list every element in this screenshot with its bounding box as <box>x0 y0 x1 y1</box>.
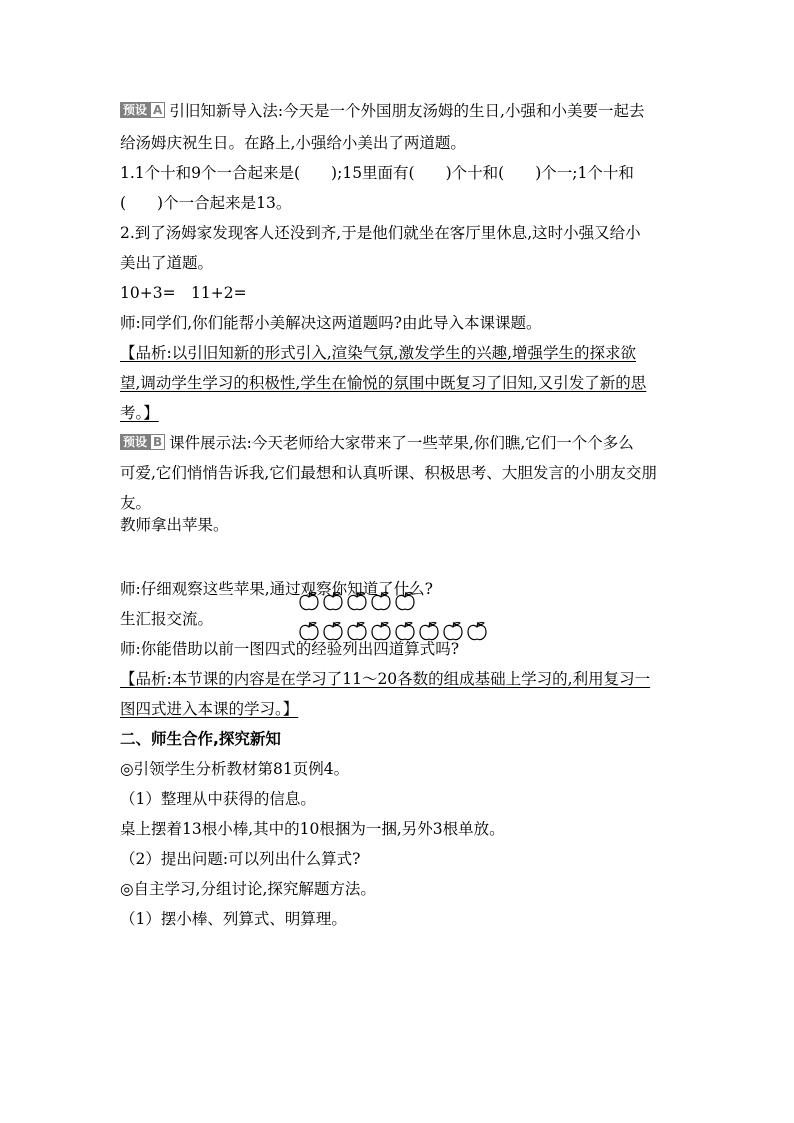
preset-tag-letter: A <box>150 102 165 118</box>
preset-tag-label: 预设 <box>120 102 150 118</box>
analysis-a-line-3: 考。】 <box>120 404 159 422</box>
preset-a-tag <box>120 102 165 118</box>
step-3: （1）摆小棒、列算式、明算理。 <box>120 910 347 928</box>
preset-a-line-2: 给汤姆庆祝生日。在路上,小强给小美出了两道题。 <box>120 134 466 152</box>
question-2-line-2: 美出了道题。 <box>120 254 214 272</box>
preset-tag-letter: B <box>150 434 165 450</box>
preset-tag-label: 预设 <box>120 434 150 450</box>
section-heading: 二、师生合作,探究新知 <box>120 730 281 748</box>
equations: 10+3= 11+2= <box>120 284 247 302</box>
preset-b-text: 课件展示法:今天老师给大家带来了一些苹果,你们瞧,它们一个个多么 <box>169 434 634 452</box>
step-2: （2）提出问题:可以列出什么算式? <box>120 850 361 868</box>
preset-b-line-2: 可爱,它们悄悄告诉我,它们最想和认真听课、积极思考、大胆发言的小朋友交朋 <box>120 464 657 482</box>
document-body <box>120 100 680 928</box>
preset-a-text: 引旧知新导入法:今天是一个外国朋友汤姆的生日,小强和小美要一起去 <box>169 102 645 120</box>
analysis-a-line-1: 【品析:以引旧知新的形式引入,渲染气氛,激发学生的兴趣,增强学生的探求欲 <box>120 344 637 362</box>
teacher-question: 师:同学们,你们能帮小美解决这两道题吗?由此导入本课课题。 <box>120 314 542 332</box>
student-report: 生汇报交流。 <box>120 610 214 628</box>
self-study-item: ◎自主学习,分组讨论,探究解题方法。 <box>120 880 376 898</box>
analysis-b-line-1: 【品析:本节课的内容是在学习了11～20各数的组成基础上学习的,利用复习一 <box>120 670 651 688</box>
question-1-line-2: ( )个一合起来是13。 <box>120 194 292 212</box>
preset-b-tag <box>120 434 165 450</box>
observe-question: 师:仔细观察这些苹果,通过观察你知道了什么? <box>120 580 433 598</box>
question-2-line-1: 2.到了汤姆家发现客人还没到齐,于是他们就坐在客厅里休息,这时小强又给小 <box>120 224 641 242</box>
info-text: 桌上摆着13根小棒,其中的10根捆为一捆,另外3根单放。 <box>120 820 505 838</box>
question-1-line-1: 1.1个十和9个一合起来是( );15里面有( )个十和( )个一;1个十和 <box>120 164 634 182</box>
preset-b-line-3: 友。 <box>120 494 152 512</box>
analysis-a-line-2: 望,调动学生学习的积极性,学生在愉悦的氛围中既复习了旧知,又引发了新的思 <box>120 374 647 392</box>
analysis-b-line-2: 图四式进入本课的学习。】 <box>120 700 299 718</box>
ask-question: 师:你能借助以前一图四式的经验列出四道算式吗? <box>120 640 460 658</box>
preset-a-line-1 <box>120 100 680 122</box>
step-1: （1）整理从中获得的信息。 <box>120 790 316 808</box>
teacher-apples: 教师拿出苹果。 <box>120 516 229 534</box>
preset-b-line-1 <box>120 432 680 454</box>
guide-item: ◎引领学生分析教材第81页例4。 <box>120 760 350 778</box>
